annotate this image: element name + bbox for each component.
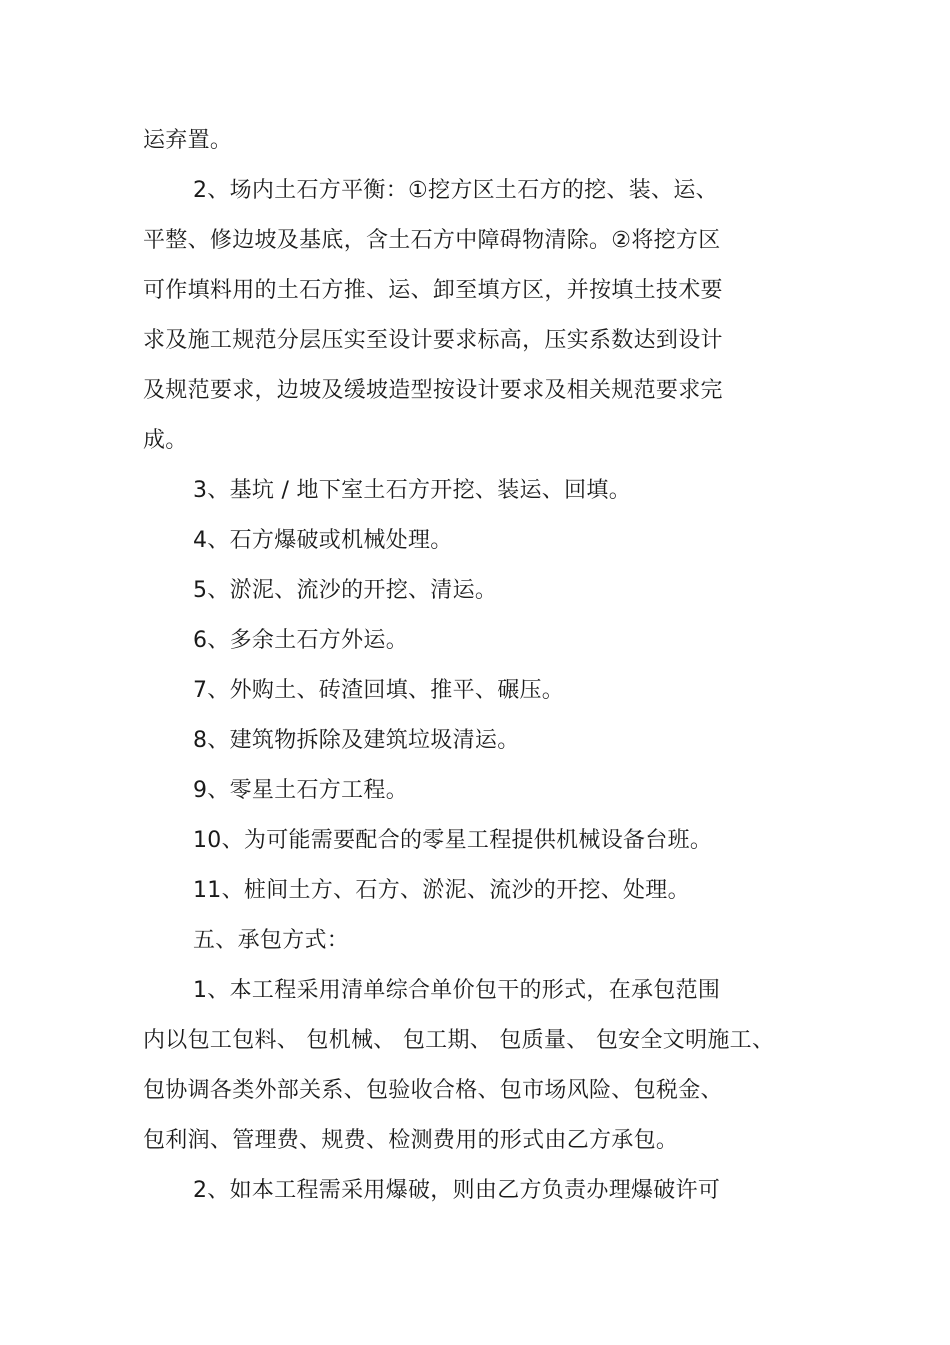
text-line: 成。	[143, 428, 188, 453]
text-line: 平整、修边坡及基底，含土石方中障碍物清除。②将挖方区	[143, 228, 721, 253]
text-line: 求及施工规范分层压实至设计要求标高，压实系数达到设计	[143, 328, 723, 353]
text-line: 内以包工包料、 包机械、 包工期、 包质量、 包安全文明施工、	[143, 1028, 775, 1053]
text-line: 7、外购土、砖渣回填、推平、碾压。	[193, 678, 565, 703]
text-line: 6、多余土石方外运。	[193, 628, 408, 653]
text-line: 9、零星土石方工程。	[193, 778, 408, 803]
text-line: 3、基坑 / 地下室土石方开挖、装运、回填。	[193, 478, 631, 503]
text-line: 2、场内土石方平衡：①挖方区土石方的挖、装、运、	[193, 178, 718, 203]
text-line: 运弃置。	[143, 128, 233, 153]
text-line: 包利润、管理费、规费、检测费用的形式由乙方承包。	[143, 1128, 679, 1153]
section-heading: 五、承包方式：	[193, 928, 350, 953]
text-line: 1、本工程采用清单综合单价包干的形式，在承包范围	[193, 978, 721, 1003]
text-line: 可作填料用的土石方推、运、卸至填方区，并按填土技术要	[143, 278, 723, 303]
text-line: 及规范要求，边坡及缓坡造型按设计要求及相关规范要求完	[143, 378, 723, 403]
text-line: 包协调各类外部关系、包验收合格、包市场风险、包税金、	[143, 1078, 723, 1103]
text-line: 8、建筑物拆除及建筑垃圾清运。	[193, 728, 520, 753]
text-line: 2、如本工程需采用爆破，则由乙方负责办理爆破许可	[193, 1178, 721, 1203]
text-line: 11、桩间土方、石方、淤泥、流沙的开挖、处理。	[193, 878, 690, 903]
text-line: 10、为可能需要配合的零星工程提供机械设备台班。	[193, 828, 713, 853]
text-line: 5、淤泥、流沙的开挖、清运。	[193, 578, 498, 603]
text-line: 4、石方爆破或机械处理。	[193, 528, 453, 553]
